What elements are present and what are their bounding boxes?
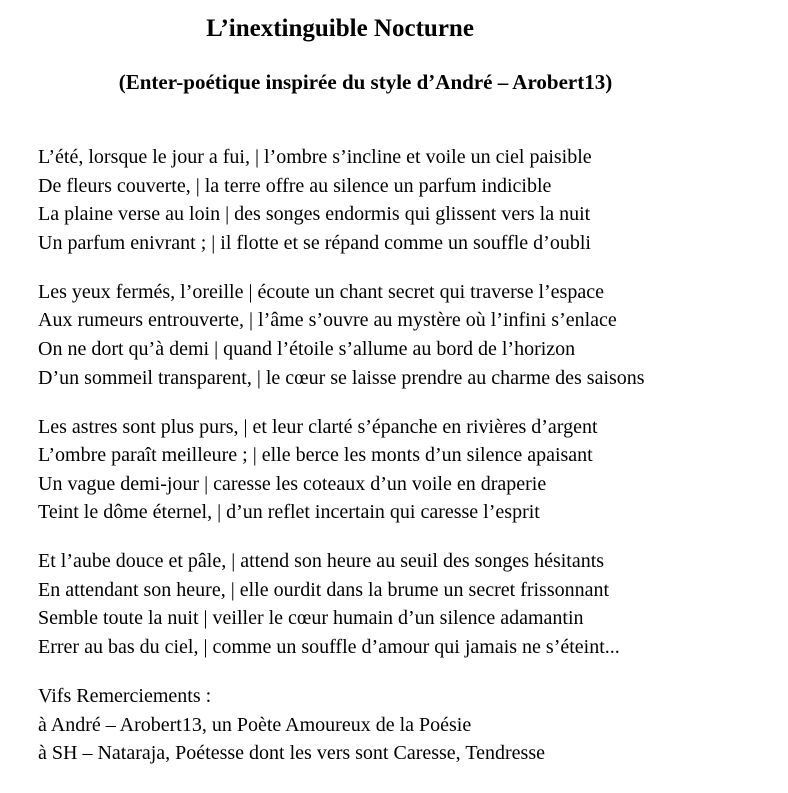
poem-line: La plaine verse au loin | des songes endormis qui glissent vers la nuit <box>38 203 591 226</box>
poem-line: De fleurs couverte, | la terre offre au silence un parfum indicible <box>38 174 552 197</box>
stanza-3 <box>38 413 778 527</box>
acknowledgement-line: à André – Arobert13, un Poète Amoureux de la Poésie <box>38 713 472 736</box>
poem-line: Et l’aube douce et pâle, | attend son heure au seuil des songes hésitants <box>38 550 605 573</box>
poem-line: L’ombre paraît meilleure ; | elle berce les monts d’un silence apaisant <box>38 444 593 467</box>
poem-title: L’inextinguible Nocturne <box>206 15 474 42</box>
poem-line: D’un sommeil transparent, | le cœur se laisse prendre au charme des saisons <box>38 366 645 389</box>
acknowledgement-line: à SH – Nataraja, Poétesse dont les vers sont Caresse, Tendresse <box>38 742 545 765</box>
acknowledgements <box>38 682 778 768</box>
stanza-2 <box>38 278 778 392</box>
stanza-4 <box>38 547 778 661</box>
poem-line: Aux rumeurs entrouverte, | l’âme s’ouvre au mystère où l’infini s’enlace <box>38 309 617 332</box>
poem-line: En attendant son heure, | elle ourdit dans la brume un secret frissonnant <box>38 578 610 601</box>
poem-subtitle: (Enter-poétique inspirée du style d’André – Arobert13) <box>118 70 613 94</box>
stanza-1 <box>38 143 778 257</box>
poem-line: Les astres sont plus purs, | et leur clarté s’épanche en rivières d’argent <box>38 415 598 438</box>
poem-line: On ne dort qu’à demi | quand l’étoile s’allume au bord de l’horizon <box>38 337 576 360</box>
poem-line: Un vague demi-jour | caresse les coteaux d’un voile en draperie <box>38 472 547 495</box>
poem-body <box>38 143 778 788</box>
poem-line: Un parfum enivrant ; | il flotte et se répand comme un souffle d’oubli <box>38 231 591 254</box>
poem-line: Errer au bas du ciel, | comme un souffle d’amour qui jamais ne s’éteint... <box>38 636 620 659</box>
poem-line: L’été, lorsque le jour a fui, | l’ombre s’incline et voile un ciel paisible <box>38 146 592 168</box>
poem-line: Semble toute la nuit | veiller le cœur humain d’un silence adamantin <box>38 607 584 630</box>
acknowledgement-line: Vifs Remerciements : <box>38 685 212 708</box>
poem-line: Teint le dôme éternel, | d’un reflet incertain qui caresse l’esprit <box>38 501 540 524</box>
poem-line: Les yeux fermés, l’oreille | écoute un chant secret qui traverse l’espace <box>38 280 604 303</box>
